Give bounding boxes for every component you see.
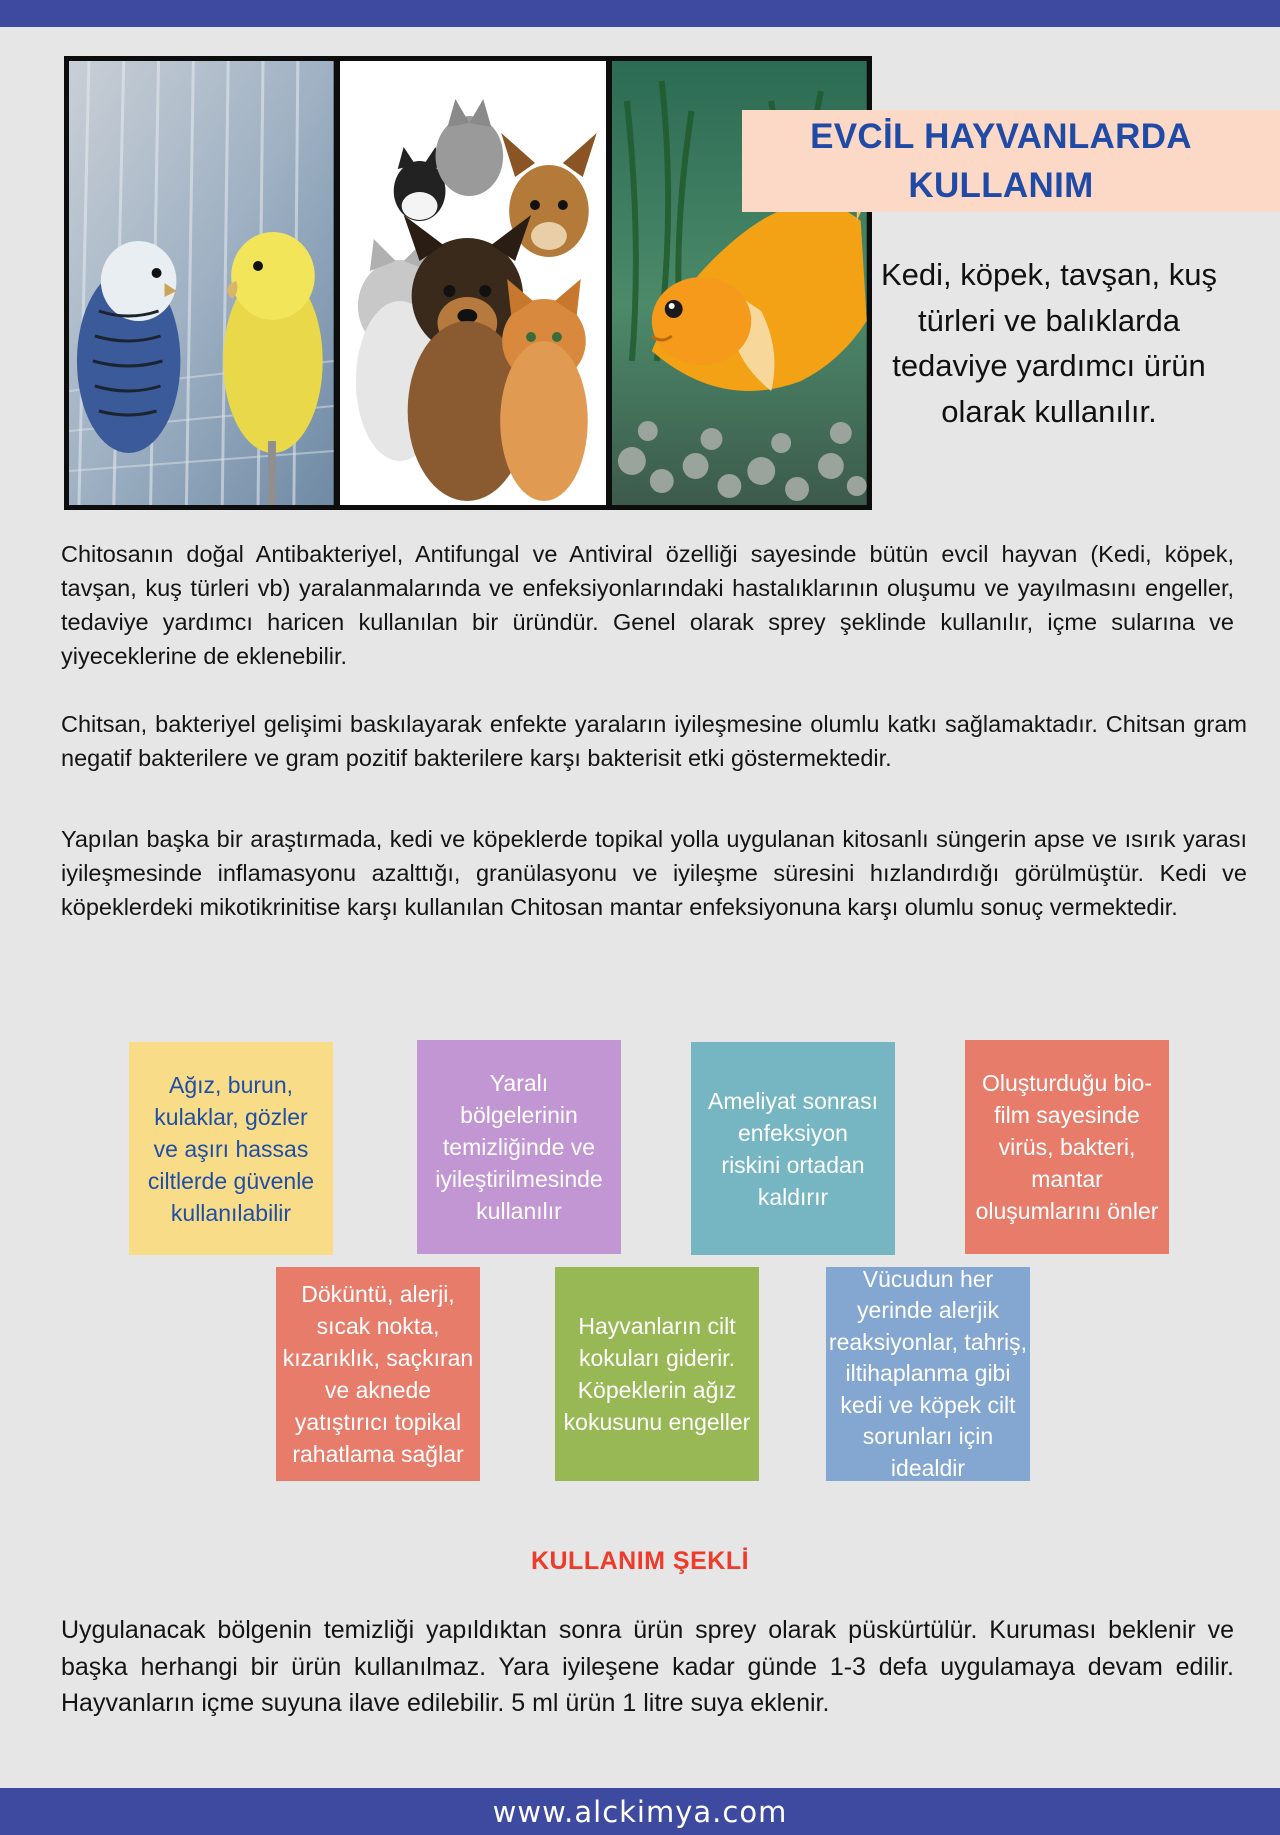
benefit-card-skin-problems — [826, 1267, 1030, 1481]
benefit-card-rash-relief — [276, 1267, 480, 1481]
benefit-card-safe-use — [129, 1042, 333, 1255]
intro-text: Kedi, köpek, tavşan, kuş türleri ve balıklarda tedaviye yardımcı ürün olarak kullanılır. — [880, 257, 1218, 429]
benefit-card-post-surgery — [691, 1042, 895, 1255]
benefit-card-odor — [555, 1267, 759, 1481]
paragraph-research: Yapılan başka bir araştırmada, kedi ve köpeklerde topikal yolla uygulanan kitosanlı süngerin apse ve ısırık yarası iyileşmesinde inflamasyonu azalttığı, granülasyonu ve iyileşme süresini hızlandırdığı görülmüştür. Kedi ve köpeklerdeki mikotikrinitise karşı kullanılan Chitosan mantar enfeksiyonuna karşı olumlu sonuç vermektedir. — [61, 826, 1247, 920]
benefit-card-wound-cleaning — [417, 1040, 621, 1254]
page-title-line1: EVCİL HAYVANLARDA — [810, 117, 1192, 156]
benefit-card-text: Vücudun her yerinde alerjik reaksiyonlar, tahriş, iltihaplanma gibi kedi ve köpek cilt sorunları için idealdir — [828, 1265, 1028, 1481]
benefit-card-text: Oluşturduğu bio-film sayesinde virüs, bakteri, mantar oluşumlarını önler — [975, 1070, 1159, 1224]
usage-section-title: KULLANIM ŞEKLİ — [530, 1547, 750, 1575]
paragraph-bacterial-growth: Chitsan, bakteriyel gelişimi baskılayarak enfekte yaraların iyileşmesine olumlu katkı sağlamaktadır. Chitsan gram negatif bakterilere ve gram pozitif bakterilere karşı bakterisit etki göstermektedir. — [61, 711, 1247, 771]
top-brand-bar — [0, 0, 1280, 27]
cats-and-dogs-photo — [340, 61, 607, 505]
website-link[interactable]: www.alckimya.com — [492, 1794, 788, 1829]
budgie-photo — [69, 61, 334, 505]
benefit-card-text: Döküntü, alerji, sıcak nokta, kızarıklık, saçkıran ve aknede yatıştırıcı topikal rahatlama sağlar — [282, 1281, 474, 1467]
page-title — [810, 112, 1192, 210]
benefit-card-biofilm — [965, 1040, 1169, 1254]
usage-instructions: Uygulanacak bölgenin temizliği yapıldıktan sonra ürün sprey olarak püskürtülür. Kuruması beklenir ve başka herhangi bir ürün kullanılmaz. Yara iyileşene kadar günde 1-3 defa uygulamaya devam edilir. Hayvanların içme suyuna ilave edilebilir. 5 ml ürün 1 litre suya eklenir. — [61, 1616, 1234, 1717]
paragraph-antibacterial: Chitosanın doğal Antibakteriyel, Antifungal ve Antiviral özelliği sayesinde bütün evcil hayvan (Kedi, köpek, tavşan, kuş türleri vb) yaralanmalarında ve enfeksiyonlarındaki hastalıklarının oluşumu ve yayılmasını engeller, tedaviye yardımcı haricen kullanılan bir üründür. Genel olarak sprey şeklinde kullanılır, içme sularına ve yiyeceklerine de eklenebilir. — [61, 541, 1234, 669]
page-title-line2: KULLANIM — [908, 166, 1094, 205]
benefit-card-text: Yaralı bölgelerinin temizliğinde ve iyileştirilmesinde kullanılır — [435, 1070, 603, 1224]
benefit-card-text: Hayvanların cilt kokuları giderir. Köpeklerin ağız kokusunu engeller — [563, 1313, 751, 1435]
title-banner — [742, 110, 1280, 212]
benefit-card-text: Ameliyat sonrası enfeksiyon riskini ortadan kaldırır — [707, 1087, 878, 1210]
benefit-card-text: Ağız, burun, kulaklar, gözler ve aşırı hassas ciltlerde güvenle kullanılabilir — [147, 1071, 315, 1226]
footer-bar — [0, 1788, 1280, 1835]
